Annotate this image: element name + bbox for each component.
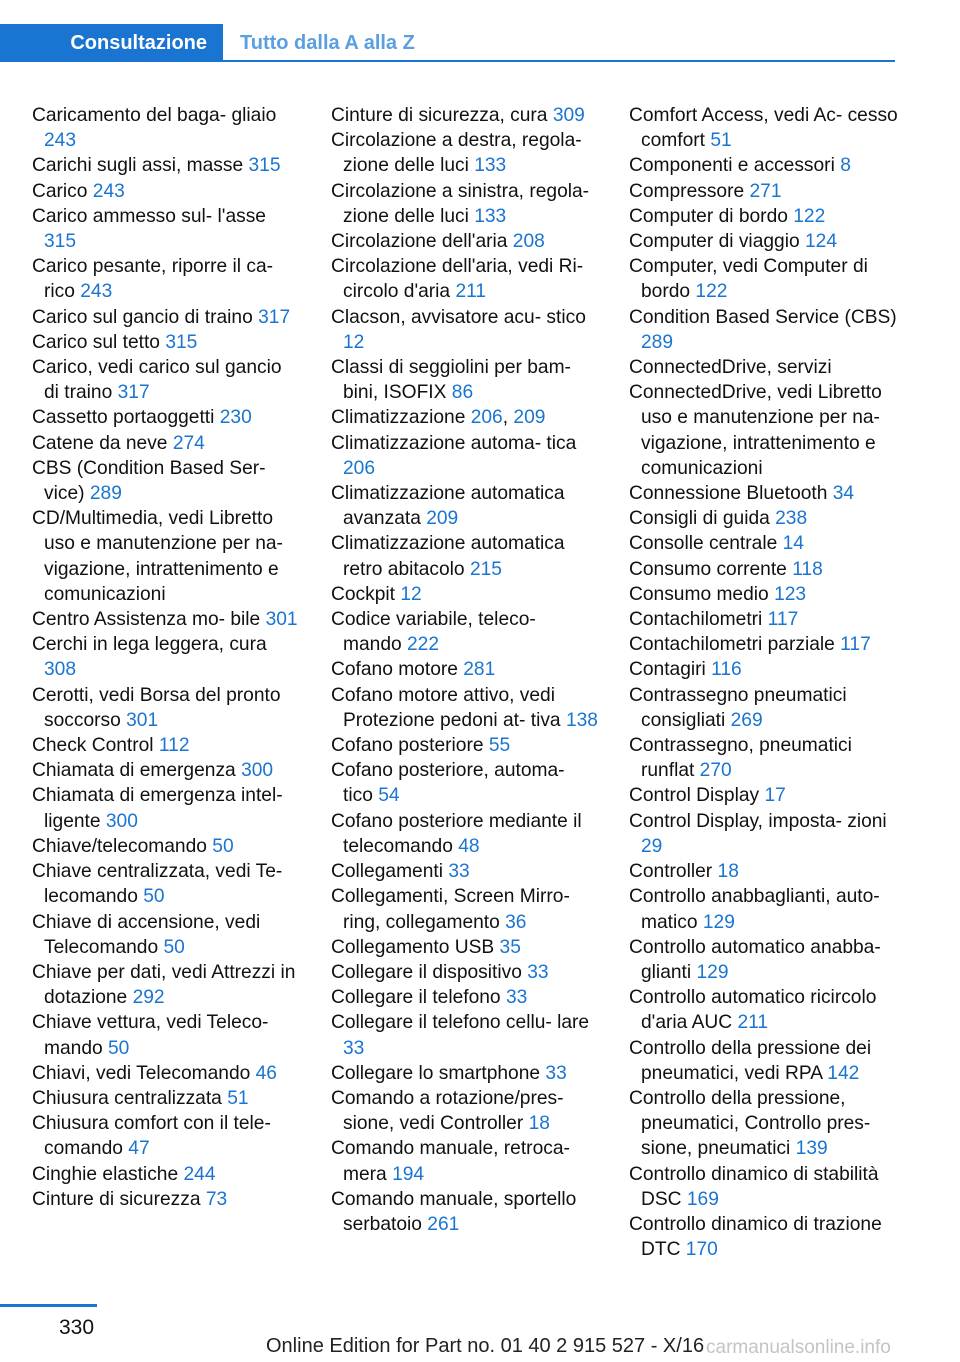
index-entry [32,103,300,153]
index-entry [629,254,901,304]
page-link[interactable]: 270 [699,760,732,782]
page-link[interactable]: 34 [832,483,855,505]
page-header [0,0,960,62]
index-entry-text: Consigli di guida [629,508,770,530]
index-entry [32,431,300,456]
index-entry-text: Contrassegno, pneumatici runflat [629,735,852,782]
index-entry [32,405,300,430]
index-entry-text: Cinture di sicurezza, cura [331,105,548,126]
index-entry-text: Cinghie elastiche [32,1163,179,1185]
page-link[interactable]: 208 [512,231,545,253]
index-entry-text: Cofano motore attivo, vedi Protezione pedoni at‐ tiva [331,684,561,731]
page-link[interactable]: 317 [258,306,291,328]
index-entry-text: Climatizzazione automatica retro abitacolo [331,533,565,580]
index-entry [629,859,901,884]
page-link[interactable]: 289 [641,331,674,353]
page-link[interactable]: 14 [782,533,804,555]
index-entry-text: Cofano posteriore [331,735,484,757]
index-entry [331,985,599,1010]
index-entry-text: Codice variabile, teleco‐ mando [331,609,536,656]
index-entry-text: Cockpit [331,583,395,605]
page-link[interactable]: 292 [132,987,165,1009]
index-entry-text: Chiamata di emergenza [32,760,236,782]
index-entry-text: ConnectedDrive, servizi [629,357,832,379]
index-entry [331,1010,599,1060]
index-entry-text: Controllo automatico ricircolo d'aria AUC [629,987,877,1034]
index-entry-text: Controllo anabbaglianti, auto‐ matico [629,886,880,933]
index-entry [629,557,901,582]
page-link[interactable]: 274 [172,432,205,454]
index-entry [32,355,300,405]
page-link[interactable]: 139 [795,1138,828,1160]
index-entry [32,910,300,960]
index-entry [331,1086,599,1136]
index-entry [32,254,300,304]
page-link[interactable]: 50 [108,1037,130,1059]
index-entry [32,506,300,607]
index-column-1 [32,103,300,1212]
page-link[interactable]: 118 [792,558,823,580]
page-link[interactable]: 243 [80,281,113,303]
page-link[interactable]: 243 [92,180,125,202]
page-link[interactable]: 138 [565,709,598,731]
index-entry [331,859,599,884]
index-entry [32,733,300,758]
index-entry [331,254,599,304]
index-entry [331,809,599,859]
page-link[interactable]: 29 [641,835,663,857]
index-entry [331,733,599,758]
page-link[interactable]: 206 [343,457,376,479]
page-link[interactable]: 209 [426,508,459,530]
index-entry [629,657,901,682]
index-entry [629,582,901,607]
index-column-2 [331,103,599,1237]
index-entry-text: Consumo corrente [629,558,787,580]
page-link[interactable]: 51 [710,130,732,152]
index-entry [32,859,300,909]
watermark: carmanualsonline.info [706,1337,891,1358]
index-entry [32,683,300,733]
index-entry-text: Catene da neve [32,432,168,454]
page-link[interactable]: 230 [219,407,252,429]
page-link[interactable]: 117 [840,634,871,656]
page-link[interactable]: 12 [343,331,365,353]
page-link[interactable]: 215 [469,558,502,580]
index-entry [629,481,901,506]
index-entry [629,985,901,1035]
page-link[interactable]: 48 [458,835,480,857]
page-link[interactable]: 243 [44,130,77,152]
index-entry [629,607,901,632]
index-entry-text: Controllo della pressione, pneumatici, Controllo pres‐ sione, pneumatici [629,1087,871,1160]
index-entry-text: Consumo medio [629,583,769,605]
index-entry [629,305,901,355]
index-entry [629,683,901,733]
index-entry [331,1187,599,1237]
index-entry [331,481,599,531]
index-entry-text: Cofano motore [331,659,458,681]
page-link[interactable]: 33 [545,1062,567,1084]
index-entry [331,935,599,960]
index-entry [32,330,300,355]
index-entry [331,229,599,254]
index-entry-text: Cofano posteriore, automa‐ tico [331,760,565,807]
page-link[interactable]: 209 [513,407,546,429]
index-entry-text: Controllo dinamico di stabilità DSC [629,1163,879,1210]
page-link[interactable]: 301 [265,609,298,631]
page-link[interactable]: 244 [183,1163,216,1185]
index-entry-text: Connessione Bluetooth [629,483,828,505]
page-link[interactable]: 12 [400,583,422,605]
index-entry-text: Controllo automatico anabba‐ glianti [629,936,881,983]
index-entry [629,935,901,985]
page-link[interactable]: 133 [474,205,507,227]
index-entry [331,1136,599,1186]
index-entry-text: Controller [629,861,713,883]
index-entry-text: Collegare il dispositivo [331,961,522,983]
index-entry-text: Contagiri [629,659,706,681]
index-entry [629,204,901,229]
page-link[interactable]: 46 [255,1062,277,1084]
index-entry-text: Classi di seggiolini per bam‐ bini, ISOFIX [331,357,571,404]
index-entry [32,960,300,1010]
index-entry [629,1212,901,1262]
index-entry [331,657,599,682]
page-link[interactable]: 117 [767,609,799,631]
index-entry [32,179,300,204]
index-entry-text: Carico [32,180,88,202]
index-entry-text: Collegamento USB [331,936,495,958]
page-link[interactable]: 116 [711,659,742,681]
index-entry [331,355,599,405]
index-entry-text: Circolazione dell'aria [331,231,508,253]
page-link[interactable]: 86 [451,382,474,404]
page-link[interactable]: 18 [717,861,739,883]
index-entry-text: Chiave centralizzata, vedi Te‐ lecomando [32,861,283,908]
index-entry [32,305,300,330]
index-entry-text: Clacson, avvisatore acu‐ stico [331,306,586,328]
index-entry [331,431,599,481]
index-entry-text: Chiave per dati, vedi Attrezzi in dotazione [32,961,296,1009]
index-entry-text: Comando manuale, sportello serbatoio [331,1188,577,1235]
index-entry-text: Collegare lo smartphone [331,1062,541,1084]
index-entry-text: Carico, vedi carico sul gancio di traino [32,357,282,404]
index-entry-text: Computer di bordo [629,205,788,227]
index-entry [32,1162,300,1187]
page-link[interactable]: 18 [528,1113,550,1135]
index-entry [629,733,901,783]
index-entry-text: ConnectedDrive, vedi Libretto uso e manutenzione per na‐ vigazione, intrattenimento e comunicazioni [629,382,882,479]
index-entry [32,1187,300,1212]
index-entry [629,809,901,859]
index-entry [629,506,901,531]
page-link[interactable]: 123 [774,583,807,605]
index-entry [629,179,901,204]
index-entry-text: Controllo della pressione dei pneumatici, vedi RPA [629,1037,872,1084]
index-entry-text: Comando a rotazione/pres‐ sione, vedi Controller [331,1087,564,1135]
index-entry-text: Collegamenti [331,861,443,883]
page-link[interactable]: 170 [685,1239,718,1261]
index-entry-text: Collegamenti, Screen Mirro‐ ring, collegamento [331,886,570,933]
index-entry [32,632,300,682]
index-entry [629,632,901,657]
page-link[interactable]: 315 [248,155,281,177]
index-entry [32,1061,300,1086]
index-entry-text: Climatizzazione automatica avanzata [331,483,565,530]
index-entry-text: Chiavi, vedi Telecomando [32,1062,251,1084]
index-entry [32,758,300,783]
index-entry-text: Cerotti, vedi Borsa del pronto soccorso [32,684,281,731]
index-entry [629,1086,901,1162]
edition-note: Online Edition for Part no. 01 40 2 915 527 - X/16 [266,1335,705,1357]
index-entry [331,607,599,657]
page-link[interactable]: 33 [343,1037,365,1059]
index-entry-text: Compressore [629,180,745,202]
page-link[interactable]: 300 [105,810,138,832]
page-link[interactable]: 50 [212,835,234,857]
index-entry [629,355,901,380]
page-link[interactable]: 300 [241,760,274,782]
index-entry-text: Control Display, imposta‐ zioni [629,810,887,832]
index-entry-text: Check Control [32,735,154,757]
index-entry [32,1086,300,1111]
page-link[interactable]: 122 [695,281,728,303]
page-link[interactable]: 261 [427,1213,460,1235]
page-link[interactable]: 17 [764,785,786,807]
index-entry-text: Carico pesante, riporre il ca‐ rico [32,256,274,303]
index-entry-text: Carico ammesso sul‐ l'asse [32,205,266,227]
index-entry [629,884,901,934]
section-tab-consultazione[interactable]: Consultazione [0,24,223,62]
index-entry-text: Climatizzazione automa‐ tica [331,432,577,454]
page-link[interactable]: 133 [474,155,507,177]
index-entry: Climatizzazione 206, 209 [331,407,546,429]
page-link[interactable]: 33 [505,987,528,1009]
page-link[interactable]: 33 [527,961,549,983]
page-link[interactable]: 309 [552,105,585,126]
index-entry-text: Carico sul tetto [32,331,160,353]
page-link[interactable]: 194 [392,1163,425,1185]
index-entry-text: Chiave vettura, vedi Teleco‐ mando [32,1012,269,1059]
index-entry-text: Comfort Access, vedi Ac‐ cesso comfort [629,105,898,152]
page-link[interactable]: 54 [378,785,400,807]
index-entry-text: Computer di viaggio [629,231,800,253]
index-entry [629,229,901,254]
index-entry [331,683,599,733]
index-entry-text: Computer, vedi Computer di bordo [629,256,868,303]
index-entry-text: CD/Multimedia, vedi Libretto uso e manutenzione per na‐ vigazione, intrattenimento e comunicazioni [32,508,283,605]
index-entry-text: Centro Assistenza mo‐ bile [32,609,261,631]
index-entry-text: Consolle centrale [629,533,778,555]
page-link[interactable]: 142 [827,1062,860,1084]
page-link[interactable]: 55 [488,735,511,757]
page-link[interactable]: 315 [165,331,198,353]
page-link[interactable]: 112 [158,735,190,757]
index-entry-text: Cassetto portaoggetti [32,407,215,429]
page-link[interactable]: 269 [730,709,763,731]
index-entry-text: Chiusura centralizzata [32,1087,222,1109]
page-link[interactable]: 308 [44,659,77,681]
page-link[interactable]: 289 [89,483,122,505]
index-entry [32,153,300,178]
page-link[interactable]: 124 [805,231,838,253]
index-entry [629,783,901,808]
index-entry-text: Contachilometri parziale [629,634,835,656]
index-entry-text: Circolazione dell'aria, vedi Ri‐ circolo d'aria [331,256,584,303]
index-entry-text: Chiave di accensione, vedi Telecomando [32,911,261,958]
page-link[interactable]: 222 [407,634,440,656]
index-entry [331,531,599,581]
page-link[interactable]: 33 [448,861,470,883]
index-entry-text: Condition Based Service (CBS) [629,306,897,328]
index-entry-text: Chiamata di emergenza intel‐ ligente [32,785,283,832]
index-entry [32,607,300,632]
page-link[interactable]: 317 [117,382,150,404]
index-entry-text: Collegare il telefono [331,987,501,1009]
index-entry-text: Carico sul gancio di traino [32,306,253,328]
page-link[interactable]: 51 [227,1087,249,1109]
index-entry [331,305,599,355]
index-entry [629,153,901,178]
index-entry [629,1036,901,1086]
page-link[interactable]: 50 [163,936,185,958]
page-link[interactable]: 50 [143,886,165,908]
page-link[interactable]: 271 [749,180,782,202]
index-entry [331,582,599,607]
index-entry-text: Circolazione a destra, regola‐ zione delle luci [331,130,582,177]
index-entry-text: Contachilometri [629,609,763,631]
index-entry [32,204,300,254]
page-link[interactable]: 122 [793,205,826,227]
page-link[interactable]: 169 [686,1188,719,1210]
index-entry [331,179,599,229]
page-link[interactable]: 211 [737,1012,769,1034]
index-entry [629,380,901,481]
page-link[interactable]: 211 [455,281,487,303]
page-link[interactable]: 206 [470,407,503,429]
index-entry-text: Componenti e accessori [629,155,835,177]
index-entry-text: Control Display [629,785,760,807]
index-entry-text: Collegare il telefono cellu‐ lare [331,1012,590,1034]
index-entry-text: Chiusura comfort con il tele‐ comando [32,1113,271,1160]
header-divider [0,60,895,62]
page-link[interactable]: 301 [126,709,159,731]
index-entry [331,1061,599,1086]
index-entry-text: CBS (Condition Based Ser‐ vice) [32,457,266,505]
index-column-3 [629,103,901,1262]
index-entry [32,834,300,859]
page-link[interactable]: 73 [205,1188,228,1210]
index-entry-text: Caricamento del baga‐ gliaio [32,105,277,126]
index-entry [32,1010,300,1060]
index-entry [331,758,599,808]
index-entry [331,128,599,178]
footer-divider [0,1304,97,1307]
index-entry [629,1162,901,1212]
index-entry [32,1111,300,1161]
page-link[interactable]: 8 [840,155,851,177]
page-number: 330 [59,1316,95,1339]
index-entry-text: Cerchi in lega leggera, cura [32,634,267,656]
index-entry-text: Chiave/telecomando [32,835,207,857]
index-entry-text: Cofano posteriore mediante il telecomando [331,810,582,857]
index-entry-text: Circolazione a sinistra, regola‐ zione delle luci [331,180,590,227]
page-link[interactable]: 281 [463,659,496,681]
index-entry-text: Cinture di sicurezza [32,1188,201,1210]
index-entry [32,783,300,833]
index-entry [331,103,599,128]
breadcrumb[interactable]: Tutto dalla A alla Z [240,31,415,54]
index-entry [629,103,901,153]
page-link[interactable]: 238 [775,508,808,530]
page-link[interactable]: 315 [44,231,77,253]
index-entry-text: Controllo dinamico di trazione DTC [629,1213,882,1261]
index-entry-text: Comando manuale, retroca‐ mera [331,1138,570,1185]
index-entry-text: Carichi sugli assi, masse [32,155,244,177]
page-link[interactable]: 47 [128,1138,150,1160]
index-entry-text: Climatizzazione [331,407,466,429]
page-link[interactable]: 129 [696,961,729,983]
index-entry-text: Contrassegno pneumatici consigliati [629,684,847,731]
index-entry [331,884,599,934]
index-entry [331,960,599,985]
page-link[interactable]: 35 [499,936,521,958]
index-entry [629,531,901,556]
page-link[interactable]: 129 [702,911,735,933]
page-link[interactable]: 36 [505,911,527,933]
index-entry [32,456,300,506]
